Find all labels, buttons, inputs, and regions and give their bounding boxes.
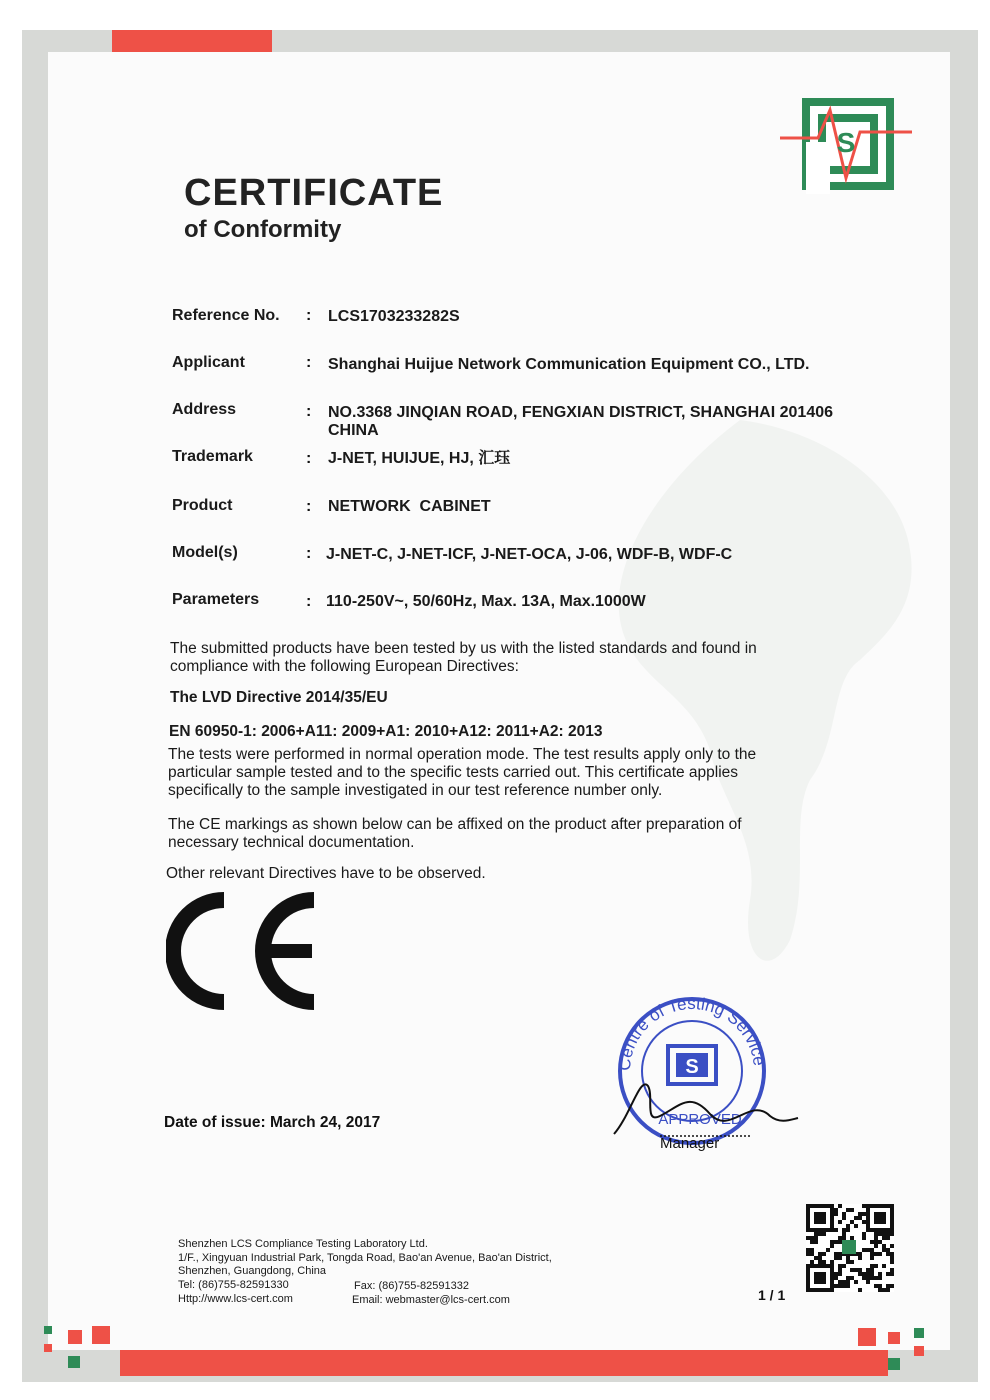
corner-square <box>44 1344 52 1352</box>
corner-square <box>68 1330 82 1344</box>
corner-square <box>858 1328 876 1346</box>
signatory-title: Manager <box>660 1135 720 1152</box>
colon: : <box>306 403 312 420</box>
corner-square <box>44 1326 52 1334</box>
address-value: NO.3368 JINQIAN ROAD, FENGXIAN DISTRICT, SHANGHAI 201406 CHINA <box>328 404 834 439</box>
certificate-title: CERTIFICATE <box>184 172 444 214</box>
colon: : <box>306 498 312 515</box>
colon: : <box>306 307 312 324</box>
models-value: J-NET-C, J-NET-ICF, J-NET-OCA, J-06, WDF-B, WDF-C <box>326 546 733 563</box>
footer-company: Shenzhen LCS Compliance Testing Laboratory Ltd. <box>178 1238 428 1250</box>
page-number: 1 / 1 <box>758 1287 786 1303</box>
colon: : <box>306 354 312 371</box>
approval-stamp <box>600 996 800 1151</box>
standard-text: EN 60950-1: 2006+A11: 2009+A1: 2010+A12: 2011+A2: 2013 <box>169 723 603 740</box>
stamp-approved-text: APPROVED <box>658 1111 742 1128</box>
footer-address-line2: Shenzhen, Guangdong, China <box>178 1265 327 1277</box>
red-accent-bottom <box>120 1350 888 1376</box>
footer-address-line1: 1/F., Xingyuan Industrial Park, Tongda Road, Bao'an Avenue, Bao'an District, <box>178 1252 552 1264</box>
colon: : <box>306 593 312 610</box>
stamp-ring-text: Centre of Testing Service <box>614 996 769 1072</box>
trademark-label: Trademark <box>172 448 253 465</box>
logo-letter: S <box>836 127 856 158</box>
parameters-label: Parameters <box>172 591 260 608</box>
models-label: Model(s) <box>172 544 238 561</box>
applicant-value: Shanghai Huijue Network Communication Equipment CO., LTD. <box>328 356 810 373</box>
corner-square <box>92 1326 110 1344</box>
footer-fax: Fax: (86)755-82591332 <box>354 1280 469 1292</box>
certificate-subtitle: of Conformity <box>184 216 342 243</box>
corner-square <box>888 1358 900 1370</box>
colon: : <box>306 545 312 562</box>
reference-label: Reference No. <box>172 307 280 324</box>
directive-text: The LVD Directive 2014/35/EU <box>170 689 388 706</box>
trademark-value: J-NET, HUIJUE, HJ, 汇珏 <box>328 450 511 467</box>
ce-marking-paragraph: The CE markings as shown below can be affixed on the product after preparation of necessary technical documentation. <box>168 816 742 851</box>
colon: : <box>306 450 312 467</box>
product-value: NETWORK CABINET <box>328 498 491 515</box>
date-of-issue: Date of issue: March 24, 2017 <box>164 1114 381 1131</box>
corner-square <box>914 1328 924 1338</box>
red-accent-top <box>112 30 272 52</box>
corner-square <box>888 1332 900 1344</box>
qr-code[interactable] <box>806 1204 894 1297</box>
footer-email[interactable]: Email: webmaster@lcs-cert.com <box>352 1294 510 1306</box>
intro-paragraph: The submitted products have been tested by us with the listed standards and found in compliance with the following European Directives: <box>170 640 757 675</box>
other-directives-text: Other relevant Directives have to be observed. <box>166 865 486 882</box>
ce-mark <box>166 892 326 1015</box>
corner-square <box>914 1346 924 1356</box>
address-label: Address <box>172 401 237 418</box>
reference-value: LCS1703233282S <box>328 308 460 325</box>
product-label: Product <box>172 497 233 514</box>
parameters-value: 110-250V~, 50/60Hz, Max. 13A, Max.1000W <box>326 593 646 610</box>
tests-paragraph: The tests were performed in normal operation mode. The test results apply only to the particular sample tested and to the specific tests carried out. This certificate applies specifically to the sample investigated in our test reference number only. <box>168 746 757 799</box>
footer-website[interactable]: Http://www.lcs-cert.com <box>178 1293 293 1305</box>
footer-tel: Tel: (86)755-82591330 <box>178 1279 289 1291</box>
lcs-logo <box>780 94 912 199</box>
corner-square <box>68 1356 80 1368</box>
applicant-label: Applicant <box>172 354 245 371</box>
svg-text:S: S <box>685 1056 699 1078</box>
